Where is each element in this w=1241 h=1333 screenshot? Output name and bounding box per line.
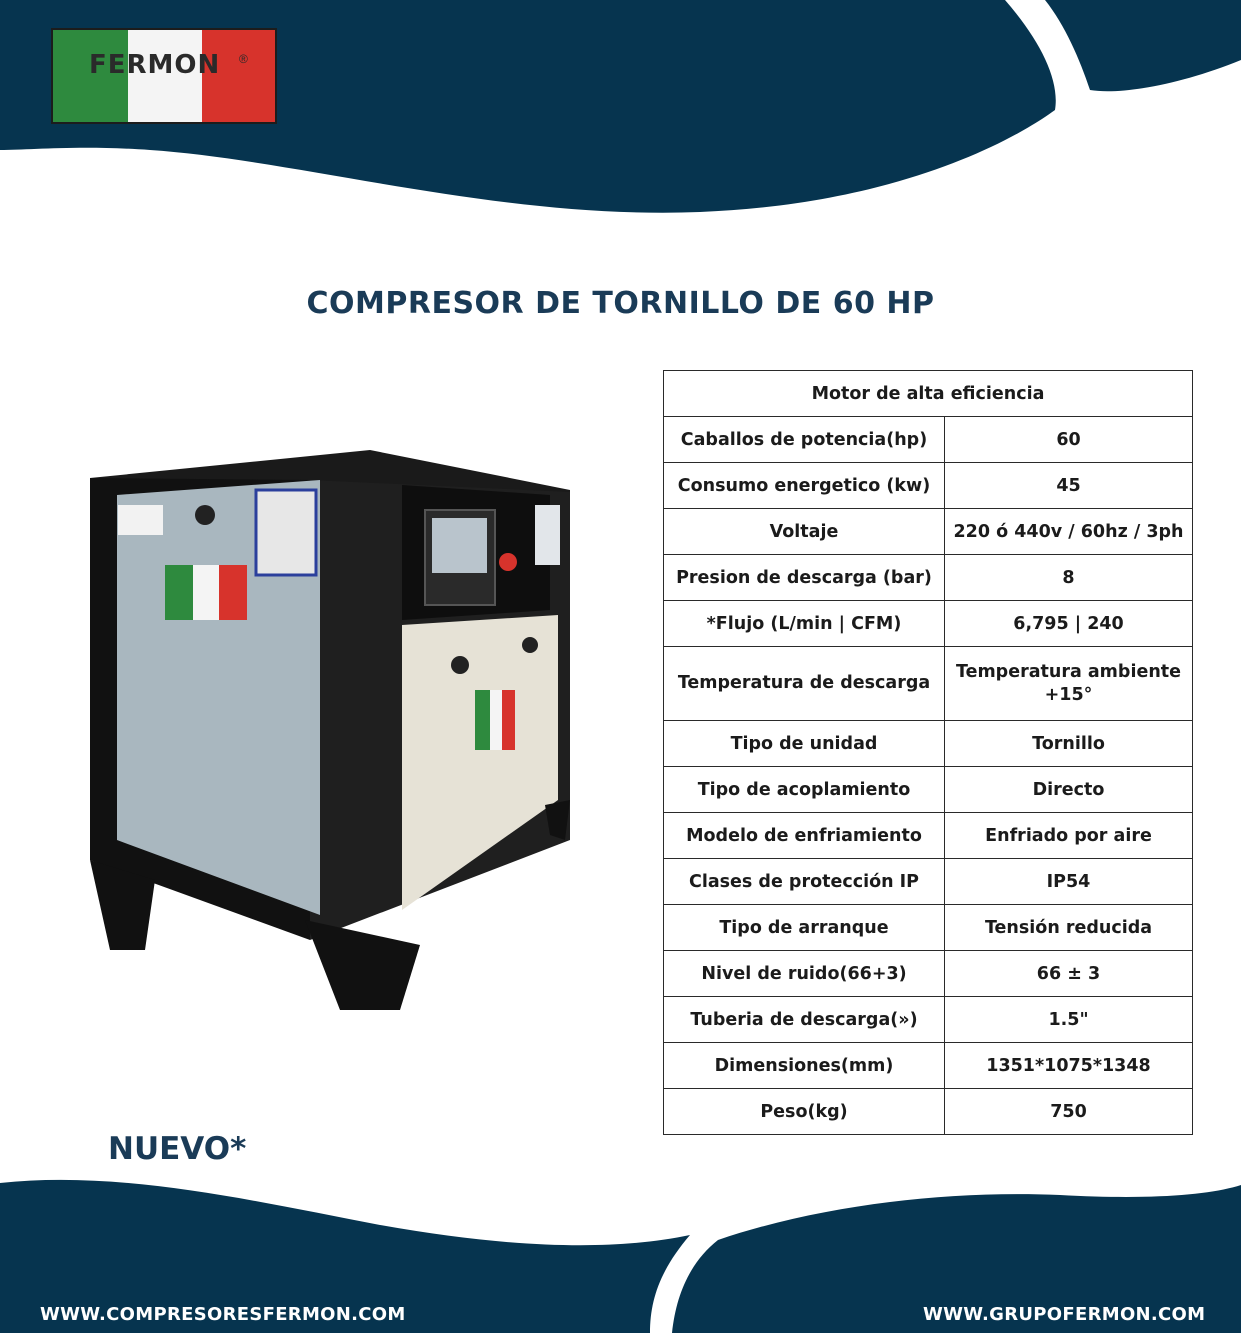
spec-value: 1351*1075*1348: [945, 1043, 1193, 1089]
spec-label: Temperatura de descarga: [664, 647, 945, 721]
fermon-logo: [51, 28, 277, 124]
registered-mark: ®: [239, 52, 248, 66]
table-row: [664, 509, 1193, 555]
panel-logo: [165, 565, 247, 620]
spec-label: Clases de protección IP: [664, 859, 945, 905]
spec-value: 66 ± 3: [945, 951, 1193, 997]
table-row: [664, 555, 1193, 601]
spec-label: Voltaje: [664, 509, 945, 555]
table-row: [664, 905, 1193, 951]
spec-label: Tipo de unidad: [664, 721, 945, 767]
spec-label: Nivel de ruido(66+3): [664, 951, 945, 997]
table-row: [664, 647, 1193, 721]
spec-value: 60: [945, 417, 1193, 463]
spec-label: Modelo de enfriamiento: [664, 813, 945, 859]
spec-label: Peso(kg): [664, 1089, 945, 1135]
spec-value: Tensión reducida: [945, 905, 1193, 951]
table-row: [664, 859, 1193, 905]
table-row: [664, 721, 1193, 767]
new-badge: NUEVO*: [108, 1131, 247, 1167]
page-title: COMPRESOR DE TORNILLO DE 60 HP: [306, 286, 935, 321]
spec-value: Temperatura ambiente +15°: [945, 647, 1193, 721]
spec-value: 750: [945, 1089, 1193, 1135]
specs-header-row: [664, 371, 1193, 417]
spec-label: *Flujo (L/min | CFM): [664, 601, 945, 647]
spec-label: Caballos de potencia(hp): [664, 417, 945, 463]
spec-value: 6,795 | 240: [945, 601, 1193, 647]
spec-label: Tipo de arranque: [664, 905, 945, 951]
footer-link-compresoresfermon[interactable]: WWW.COMPRESORESFERMON.COM: [40, 1304, 406, 1325]
table-row: [664, 767, 1193, 813]
table-row: [664, 813, 1193, 859]
spec-value: Enfriado por aire: [945, 813, 1193, 859]
spec-value: 8: [945, 555, 1193, 601]
table-row: [664, 1043, 1193, 1089]
spec-value: IP54: [945, 859, 1193, 905]
spec-label: Tipo de acoplamiento: [664, 767, 945, 813]
spec-label: Presion de descarga (bar): [664, 555, 945, 601]
logo-text: FERMON: [89, 50, 221, 80]
table-row: [664, 417, 1193, 463]
spec-value: 45: [945, 463, 1193, 509]
table-row: [664, 951, 1193, 997]
specs-header: Motor de alta eficiencia: [664, 371, 1193, 417]
spec-value: 1.5": [945, 997, 1193, 1043]
footer-link-grupofermon[interactable]: WWW.GRUPOFERMON.COM: [923, 1304, 1206, 1325]
table-row: [664, 997, 1193, 1043]
table-row: [664, 601, 1193, 647]
table-row: [664, 1089, 1193, 1135]
spec-value: Tornillo: [945, 721, 1193, 767]
spec-value: Directo: [945, 767, 1193, 813]
specs-table: [663, 370, 1193, 1135]
table-row: [664, 463, 1193, 509]
spec-label: Tuberia de descarga(»): [664, 997, 945, 1043]
spec-value: 220 ó 440v / 60hz / 3ph: [945, 509, 1193, 555]
spec-label: Consumo energetico (kw): [664, 463, 945, 509]
spec-label: Dimensiones(mm): [664, 1043, 945, 1089]
compressor-image: [80, 440, 580, 1020]
